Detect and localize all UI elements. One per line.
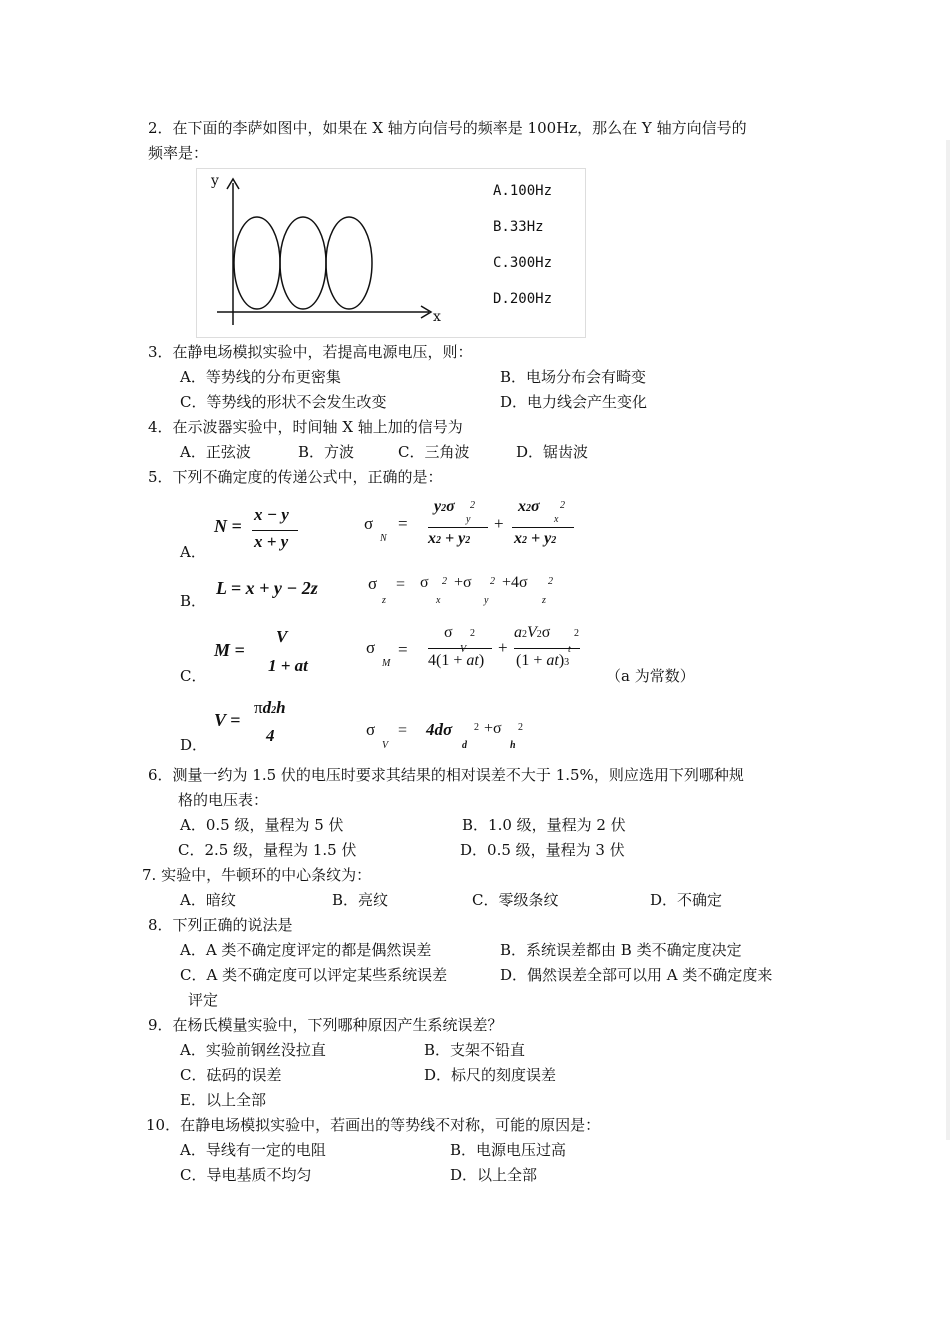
q8-option-a: A．A 类不确定度评定的都是偶然误差 (180, 941, 432, 959)
q9-option-b: B．支架不铅直 (424, 1041, 526, 1059)
q9-option-d: D．标尺的刻度误差 (424, 1066, 557, 1084)
q3-option-c: C．等势线的形状不会发生改变 (180, 393, 387, 411)
q3-option-d: D．电力线会产生变化 (500, 393, 648, 411)
lissajous-figure (196, 168, 586, 338)
q10-stem: 10．在静电场模拟实验中，若画出的等势线不对称，可能的原因是： (146, 1116, 601, 1134)
q8-option-b: B．系统误差都由 B 类不确定度决定 (500, 941, 742, 959)
q8-stem: 8．下列正确的说法是 (148, 916, 293, 934)
lissajous-loop-2 (280, 217, 326, 309)
q7-option-a: A．暗纹 (180, 891, 236, 909)
q2-option-d: D.200Hz (493, 291, 553, 307)
q4-stem: 4．在示波器实验中，时间轴 X 轴上加的信号为 (148, 418, 463, 436)
q10-option-b: B．电源电压过高 (450, 1141, 567, 1159)
q8-option-d-continuation: 评定 (188, 991, 219, 1009)
q8-option-d: D．偶然误差全部可以用 A 类不确定度来 (500, 966, 773, 984)
q5-label-d: D． (180, 736, 208, 754)
q4-option-d: D．锯齿波 (516, 443, 589, 461)
q6-option-c: C．2.5 级，量程为 1.5 伏 (178, 841, 357, 859)
q3-option-b: B．电场分布会有畸变 (500, 368, 647, 386)
q5-label-b: B． (180, 592, 207, 610)
q4-option-b: B．方波 (298, 443, 355, 461)
q4-option-c: C．三角波 (398, 443, 470, 461)
q10-option-a: A．导线有一定的电阻 (180, 1141, 326, 1159)
q6-stem-line1: 6．测量一约为 1.5 伏的电压时要求其结果的相对误差不大于 1.5%，则应选用下列哪种规 (148, 766, 744, 784)
q10-option-c: C．导电基质不均匀 (180, 1166, 312, 1184)
q7-stem: 7. 实验中，牛顿环的中心条纹为： (142, 866, 372, 884)
q5-note-c: （a 为常数） (606, 667, 695, 685)
q7-option-c: C．零级条纹 (472, 891, 559, 909)
q8-option-c: C．A 类不确定度可以评定某些系统误差 (180, 966, 448, 984)
q2-option-c: C.300Hz (493, 255, 553, 271)
lissajous-loop-3 (326, 217, 372, 309)
q5-stem: 5．下列不确定度的传递公式中，正确的是： (148, 468, 443, 486)
q2-option-a: A.100Hz (493, 183, 553, 199)
q5-label-c: C． (180, 667, 207, 685)
q4-option-a: A．正弦波 (180, 443, 251, 461)
q7-option-b: B．亮纹 (332, 891, 389, 909)
q5-label-a: A． (180, 543, 206, 561)
q9-option-a: A．实验前钢丝没拉直 (180, 1041, 326, 1059)
q10-option-d: D．以上全部 (450, 1166, 538, 1184)
x-axis-label: x (433, 309, 441, 325)
q2-stem-line2: 频率是： (148, 144, 209, 162)
q7-option-d: D．不确定 (650, 891, 723, 909)
q9-option-c: C．砝码的误差 (180, 1066, 282, 1084)
q6-option-b: B．1.0 级，量程为 2 伏 (462, 816, 626, 834)
q6-option-d: D．0.5 级，量程为 3 伏 (460, 841, 625, 859)
q6-option-a: A．0.5 级，量程为 5 伏 (180, 816, 344, 834)
y-axis-label: y (211, 173, 219, 189)
q3-option-a: A．等势线的分布更密集 (180, 368, 341, 386)
q2-stem-line1: 2．在下面的李萨如图中，如果在 X 轴方向信号的频率是 100Hz，那么在 Y 轴方向信号的 (148, 119, 747, 137)
page-edge-shadow (946, 140, 950, 1140)
lissajous-loop-1 (234, 217, 280, 309)
q9-stem: 9．在杨氏模量实验中，下列哪种原因产生系统误差？ (148, 1016, 503, 1034)
q3-stem: 3．在静电场模拟实验中，若提高电源电压，则： (148, 343, 473, 361)
q6-stem-line2: 格的电压表： (178, 791, 269, 809)
q9-option-e: E．以上全部 (180, 1091, 266, 1109)
q2-option-b: B.33Hz (493, 219, 544, 235)
